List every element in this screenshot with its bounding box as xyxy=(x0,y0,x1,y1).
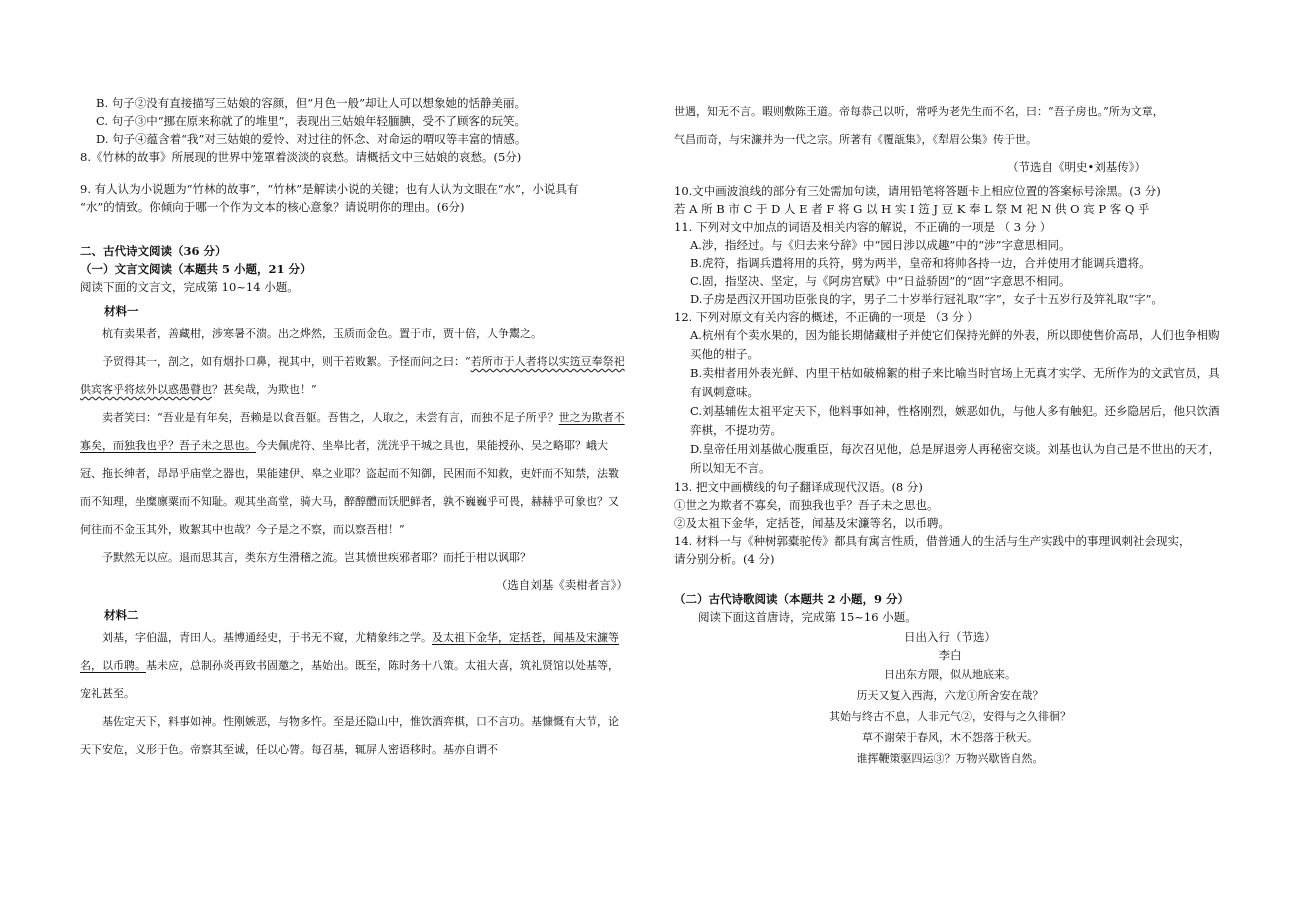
material-1-paragraph: 杭有卖果者，善藏柑，涉寒暑不溃。出之烨然，玉质而金色。置于市，贾十倍，人争鬻之。 xyxy=(102,327,542,340)
material-1-paragraph: 予默然无以应。退而思其言，类东方生滑稽之流。岂其愤世疾邪者耶？而托于柑以讽耶？ xyxy=(102,551,531,564)
material-2-continued: 气昌而奇，与宋濂并为一代之宗。所著有《覆瓿集》，《犁眉公集》传于世。 xyxy=(674,133,1037,146)
subsection-2-title: （二）古代诗歌阅读（本题共 2 小题，9 分） xyxy=(674,592,910,606)
wavy-underlined-text: 若所市于人者将以实笾豆奉祭祀供宾客乎将炫外以惑愚瞽也 xyxy=(80,355,625,396)
q12-option-c: C.刘基辅佐太祖平定天下，他料事如神，性格刚烈，嫉恶如仇，与他人多有触犯。还乡隐居后，他只饮酒弈棋，不提功劳。 xyxy=(690,404,1220,437)
material-1-label: 材料一 xyxy=(104,304,139,318)
poem-author: 李白 xyxy=(938,648,962,662)
q11-option-d: D.子房是西汉开国功臣张良的字，男子二十岁举行冠礼取“字”，女子十五岁行及笄礼取“字”。 xyxy=(690,292,1163,306)
material-1-paragraph xyxy=(80,404,628,544)
question-8: 8.《竹林的故事》所展现的世界中笼罩着淡淡的哀愁。请概括文中三姑娘的哀愁。(5分) xyxy=(80,150,522,164)
q12-option-d: D.皇帝任用刘基做心腹重臣，每次召见他，总是屏退旁人再秘密交谈。刘基也认为自己是不世出的天才，所以知无不言。 xyxy=(690,442,1220,475)
material-1-source: （选自刘基《卖柑者言》） xyxy=(495,578,628,592)
section-2-title: 二、古代诗文阅读（36 分） xyxy=(80,244,227,258)
right-column xyxy=(674,98,1226,769)
poem-line: 日出东方隈，似从地底来。 xyxy=(884,668,1016,681)
q12-option-b: B.卖柑者用外表光鲜、内里干枯如破棉絮的柑子来比喻当时官场上无真才实学、无所作为的文武官员，具有讽刺意味。 xyxy=(690,366,1220,399)
poem-title: 日出入行（节选） xyxy=(904,630,996,644)
text-span: 予贸得其一，剖之，如有烟扑口鼻，视其中，则干若败絮。予怪而问之曰：“ xyxy=(102,355,471,368)
question-13: 13. 把文中画横线的句子翻译成现代汉语。(8 分) xyxy=(674,480,923,494)
q13-item: ①世之为欺者不寡矣，而独我也乎？吾子未之思也。 xyxy=(674,498,939,512)
q12-option-a: A.杭州有个卖水果的，因为能长期储藏柑子并使它们保持光鲜的外表，所以即使售价高昂，人们也争相购买他的柑子。 xyxy=(690,328,1220,361)
material-2-paragraph: 基佐定天下，料事如神。性刚嫉恶，与物多忤。至是还隐山中，惟饮酒弈棋，口不言功。基慷慨有大节，论天下安危，义形于色。帝察其至诚，任以心膂。每召基，辄屏人密语移时。基亦自谓不 xyxy=(80,715,619,756)
poem-line: 历天又复入西海，六龙①所舍安在哉？ xyxy=(856,689,1044,702)
q7-option-c: C. 句子③中“挪在原来称就了的堆里”，表现出三姑娘年轻腼腆，受不了顾客的玩笑。 xyxy=(96,114,526,128)
question-14-line: 14. 材料一与《种树郭橐驼传》都具有寓言性质，借普通人的生活与生产实践中的事理讽刺社会现实， xyxy=(674,534,1191,548)
poem-line: 谁挥鞭策驱四运③？万物兴歇皆自然。 xyxy=(856,752,1044,765)
question-11: 11. 下列对文中加点的词语及相关内容的解说，不正确的一项是 （ 3 分 ） xyxy=(674,220,1052,234)
question-10-options: 若 A 所 B 市 C 于 D 人 E 者 F 将 G 以 H 实 I 笾 J 豆 K 奉 L 祭 M 祀 N 供 O 宾 P 客 Q 乎 xyxy=(674,202,1150,216)
question-9-line: 9. 有人认为小说题为“竹林的故事”，“竹林”是解读小说的关键；也有人认为文眼在“水”，小说具有 xyxy=(80,182,579,196)
instruction: 阅读下面的文言文，完成第 10~14 小题。 xyxy=(80,280,299,294)
text-span: 今夫佩虎符、坐皋比者，洸洸乎干城之具也，果能授孙、吴之略耶？峨大冠、拖长绅者，昂昂乎庙堂之器也，果能建伊、皋之业耶？盗起而不知御，民困而不知救，吏奸而不知禁，法斁而不知理，坐糜廪粟而不知耻。观其坐高堂，骑大马，醉醇醴而饫肥鲜者，孰不巍巍乎可畏，赫赫乎可象也？又何往而不金玉其外，败絮其中也哉？今子是之不察，而以察吾柑！” xyxy=(80,439,619,536)
material-2-source: （节选自《明史•刘基传》） xyxy=(1006,160,1146,174)
text-span: 卖者笑曰：“吾业是有年矣，吾赖是以食吾躯。吾售之，人取之，未尝有言，而独不足子所乎？ xyxy=(102,411,559,424)
poem-line: 其始与终古不息，人非元气②，安得与之久徘徊？ xyxy=(829,710,1071,723)
material-2-label: 材料二 xyxy=(104,608,139,622)
poem-line: 草不谢荣于春风，木不怨落于秋天。 xyxy=(862,731,1038,744)
text-span: ？甚矣哉，为欺也！” xyxy=(212,383,317,396)
question-12: 12. 下列对原文有关内容的概述，不正确的一项是 （3 分 ） xyxy=(674,310,979,324)
question-14-line: 请分别分析。(4 分) xyxy=(674,552,775,566)
subsection-1-title: （一）文言文阅读（本题共 5 小题，21 分） xyxy=(80,262,312,276)
underlined-sentence: 及太祖下金华，定括苍，闻基及宋濂等名，以币聘。 xyxy=(80,631,619,672)
underlined-sentence: 世之为欺者不寡矣，而独我也乎？吾子未之思也。 xyxy=(80,411,625,452)
left-column xyxy=(80,94,628,764)
material-1-paragraph xyxy=(80,348,628,404)
q11-option-b: B.虎符，指调兵遣将用的兵符，劈为两半，皇帝和将帅各持一边，合并使用才能调兵遣将。 xyxy=(690,256,1151,270)
text-span: 基未应，总制孙炎再致书固邀之，基始出。既至，陈时务十八策。太祖大喜，筑礼贤馆以处基等，宠礼甚至。 xyxy=(80,659,619,700)
material-2-paragraph xyxy=(80,624,628,708)
q11-option-c: C.固，指坚决、坚定，与《阿房宫赋》中“日益骄固”的“固”字意思不相同。 xyxy=(690,274,1071,288)
q7-option-d: D. 句子④蕴含着“我”对三姑娘的爱怜、对过往的怀念、对命运的喟叹等丰富的情感。 xyxy=(96,132,527,146)
question-9 xyxy=(80,180,628,216)
q11-option-a: A.涉，指经过。与《归去来兮辞》中“园日涉以成趣”中的“涉”字意思相同。 xyxy=(690,238,1071,252)
q7-option-b: B. 句子②没有直接描写三姑娘的容颜，但“月色一般”却让人可以想象她的恬静美丽。 xyxy=(96,96,527,110)
instruction-2: 阅读下面这首唐诗，完成第 15~16 小题。 xyxy=(698,610,917,624)
question-10: 10.文中画波浪线的部分有三处需加句读，请用铅笔将答题卡上相应位置的答案标号涂黑。(3 分) xyxy=(674,184,1161,198)
text-span: 刘基，字伯温，青田人。基博通经史，于书无不窥，尤精象纬之学。 xyxy=(102,631,432,644)
q13-item: ②及太祖下金华，定括苍，闻基及宋濂等名，以币聘。 xyxy=(674,516,950,530)
question-9-line: “水”的情致。你倾向于哪一个作为文本的核心意象？请说明你的理由。(6分) xyxy=(80,200,465,214)
material-2-continued: 世遇，知无不言。暇则敷陈王道。帝每恭己以听，常呼为老先生而不名，曰：“吾子房也。”所为文章， xyxy=(674,105,1164,118)
